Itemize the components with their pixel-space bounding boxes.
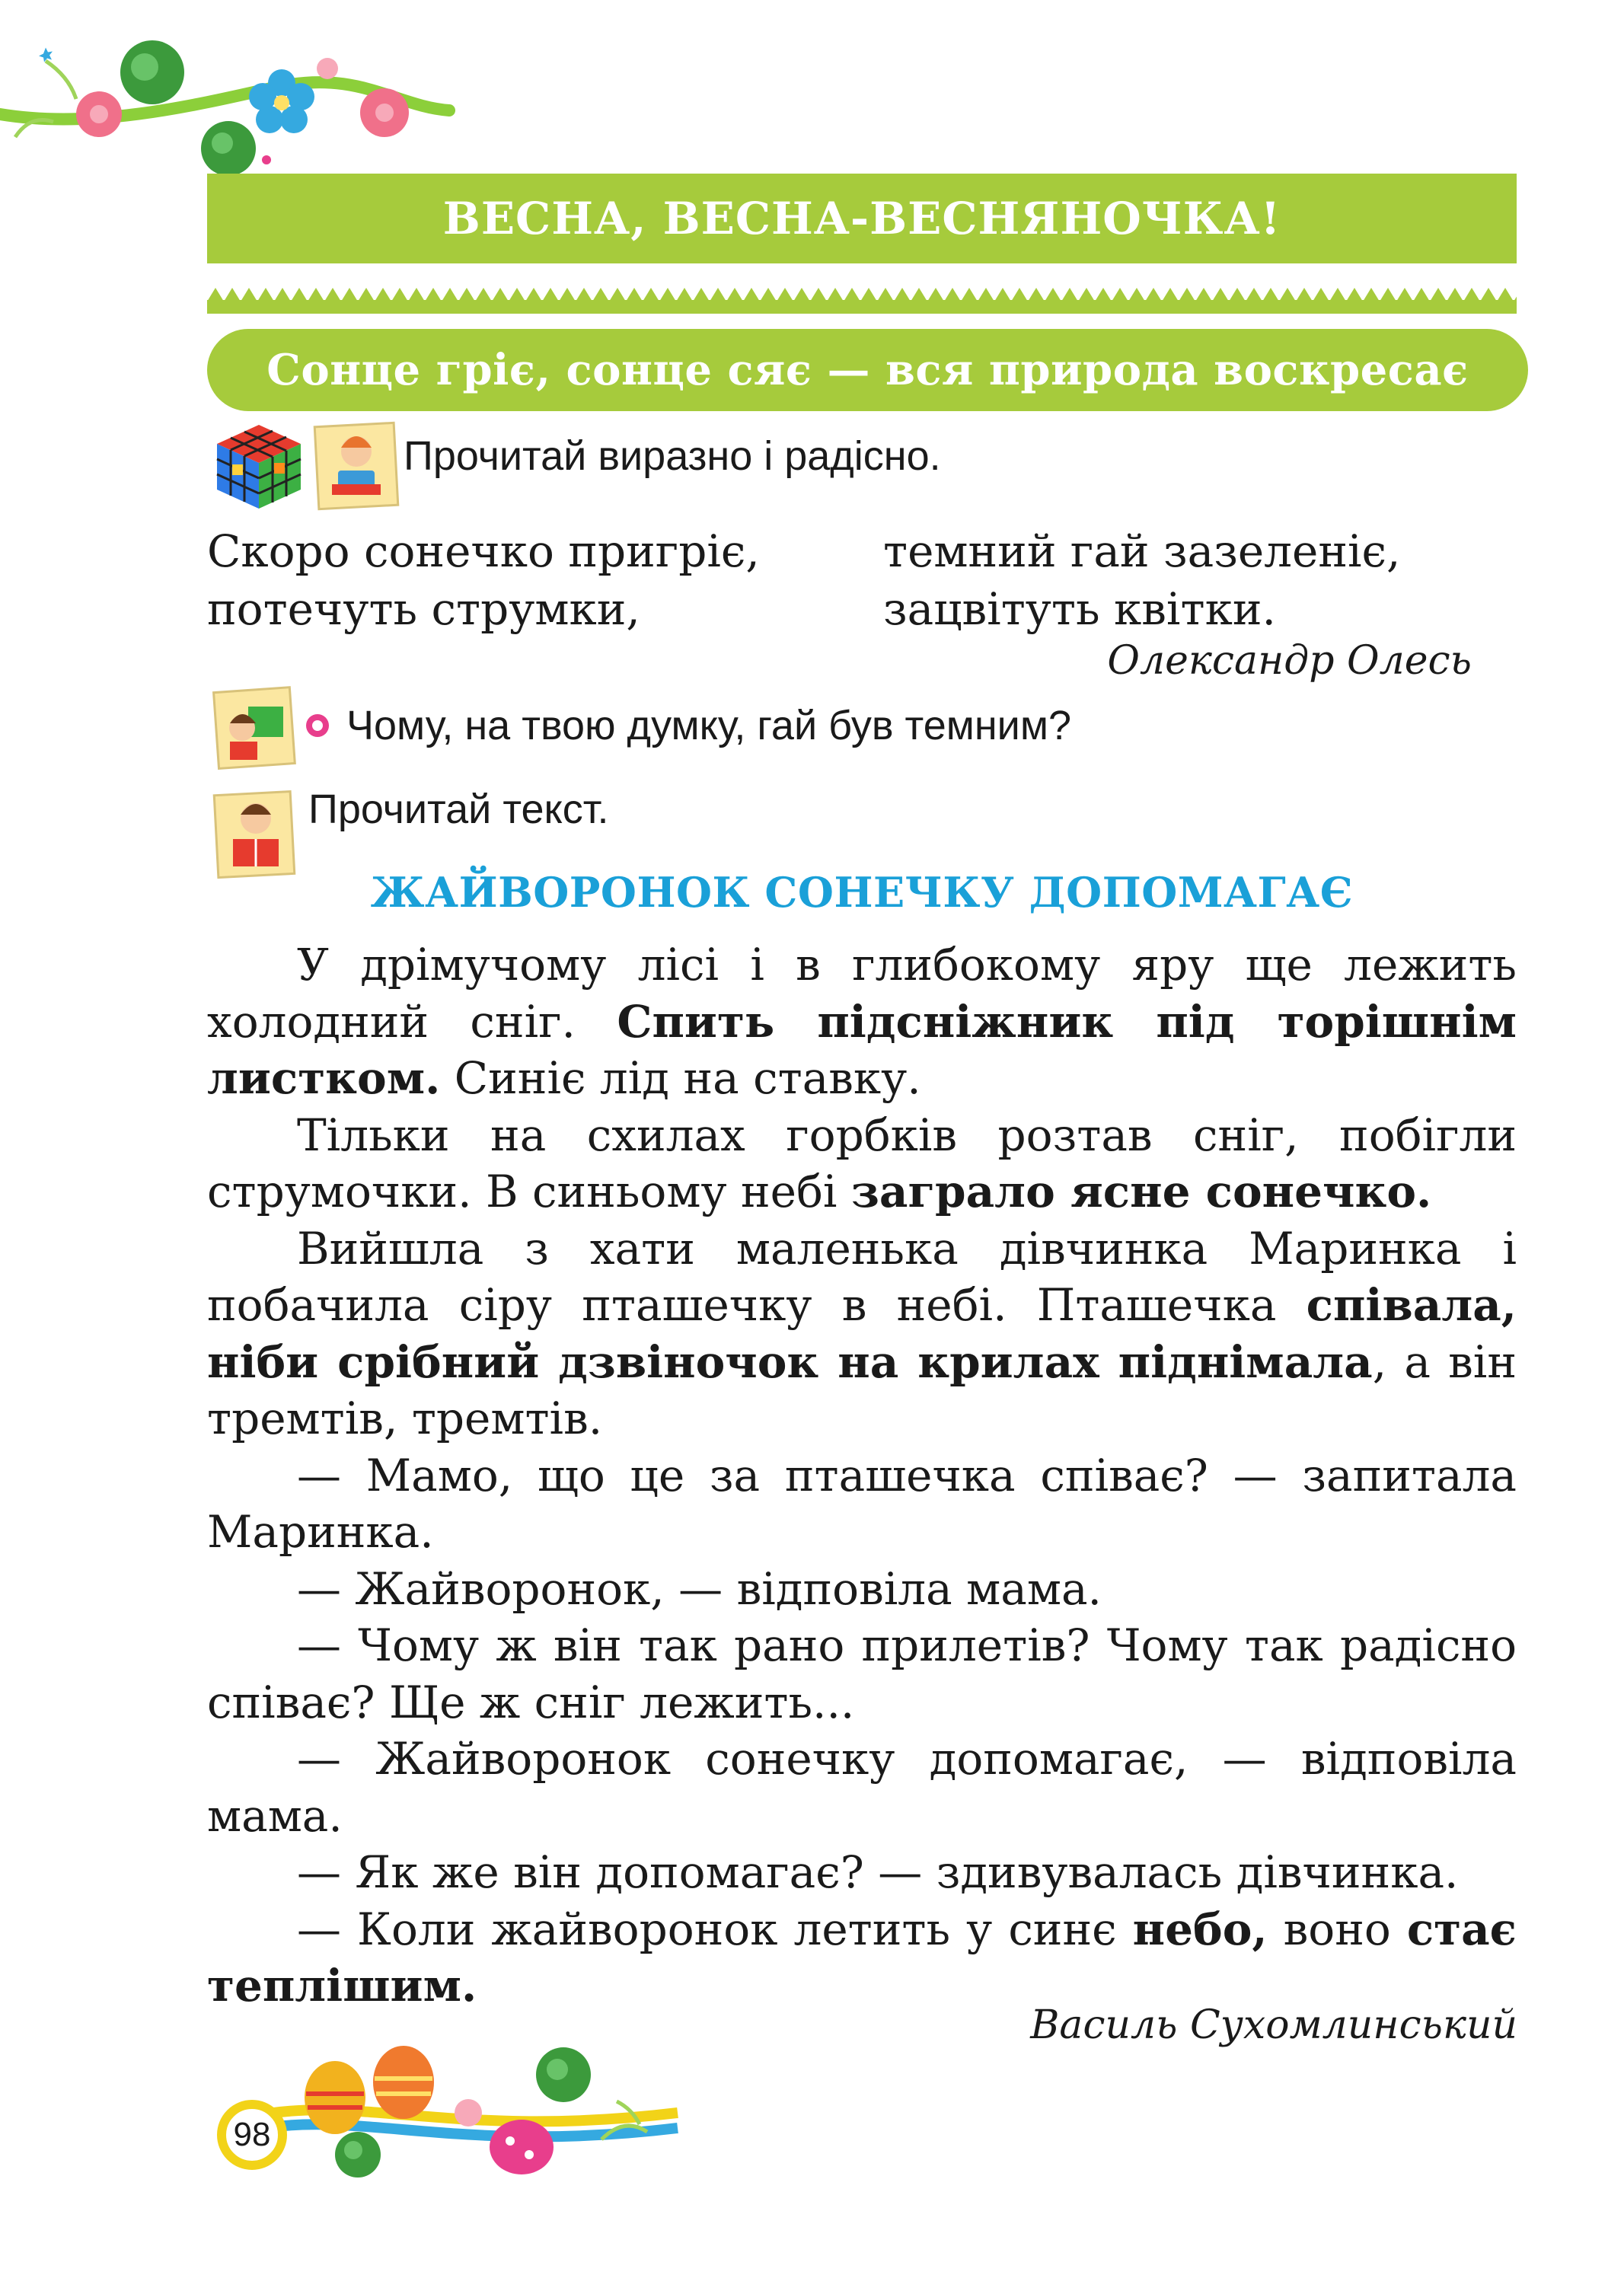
story-paragraph: — Чому ж він так рано прилетів? Чому так радісно співає? Ще ж сніг лежить... bbox=[207, 1619, 1517, 1728]
page-number: 98 bbox=[233, 2116, 271, 2153]
story-paragraph: У дрімучому лісі і в глибокому яру ще лежить холодний сніг. Спить підсніжник під торішнім листком. Синіє лід на ставку. bbox=[207, 939, 1517, 1104]
story-author: Василь Сухомлинський bbox=[1030, 2002, 1517, 2048]
story-paragraph: — Жайворонок сонечку допомагає, — відповіла мама. bbox=[207, 1733, 1517, 1842]
task-instruction-read-expressively: Прочитай виразно і радісно. bbox=[404, 433, 941, 479]
poem-line: зацвітуть квітки. bbox=[883, 583, 1276, 635]
story-paragraph: — Як же він допомагає? — здивувалась дівчинка. bbox=[297, 1846, 1459, 1898]
story-paragraph: — Коли жайворонок летить у синє небо, воно стає теплішим. bbox=[207, 1903, 1517, 2012]
story-paragraph: — Мамо, що це за пташечка співає? — запитала Маринка. bbox=[207, 1449, 1517, 1558]
question-text: Чому, на твою думку, гай був темним? bbox=[346, 703, 1071, 748]
thinking-child-icon bbox=[210, 684, 300, 774]
poem-author: Олександр Олесь bbox=[1107, 638, 1472, 684]
page-title: ВЕСНА, ВЕСНА-ВЕСНЯНОЧКА! bbox=[442, 193, 1281, 244]
story-paragraph: Тільки на схилах горбків розтав сніг, побігли струмочки. В синьому небі заграло ясне сонечко. bbox=[207, 1109, 1517, 1217]
story-text bbox=[207, 936, 1517, 2015]
poem-line: потечуть струмки, bbox=[207, 583, 640, 635]
bullet-dot-center bbox=[312, 720, 323, 731]
story-title: ЖАЙВОРОНОК СОНЕЧКУ ДОПОМАГАЄ bbox=[370, 868, 1354, 917]
zigzag-divider bbox=[207, 283, 1517, 314]
task-instruction-read-text: Прочитай текст. bbox=[308, 786, 609, 832]
rubik-cube-icon bbox=[209, 417, 308, 512]
story-paragraph: — Жайворонок, — відповіла мама. bbox=[297, 1562, 1102, 1615]
reading-child-icon bbox=[311, 417, 402, 512]
poem-line: Скоро сонечко пригріє, bbox=[207, 525, 760, 577]
poem-right-column bbox=[883, 522, 1400, 638]
poem-left-column bbox=[207, 522, 760, 638]
header-banner bbox=[207, 174, 1517, 263]
page-number-badge bbox=[217, 2100, 287, 2170]
section-subtitle: Сонце гріє, сонце сяє — вся природа воскресає bbox=[266, 345, 1469, 395]
poem-line: темний гай зазеленіє, bbox=[883, 525, 1401, 577]
subtitle-bar bbox=[207, 329, 1528, 411]
flower-decoration bbox=[0, 15, 457, 175]
story-paragraph: Вийшла з хати маленька дівчинка Маринка і побачила сіру пташечку в небі. Пташечка співала, ніби срібний дзвіночок на крилах піднімала, а він тремтів, тремтів. bbox=[207, 1222, 1517, 1444]
